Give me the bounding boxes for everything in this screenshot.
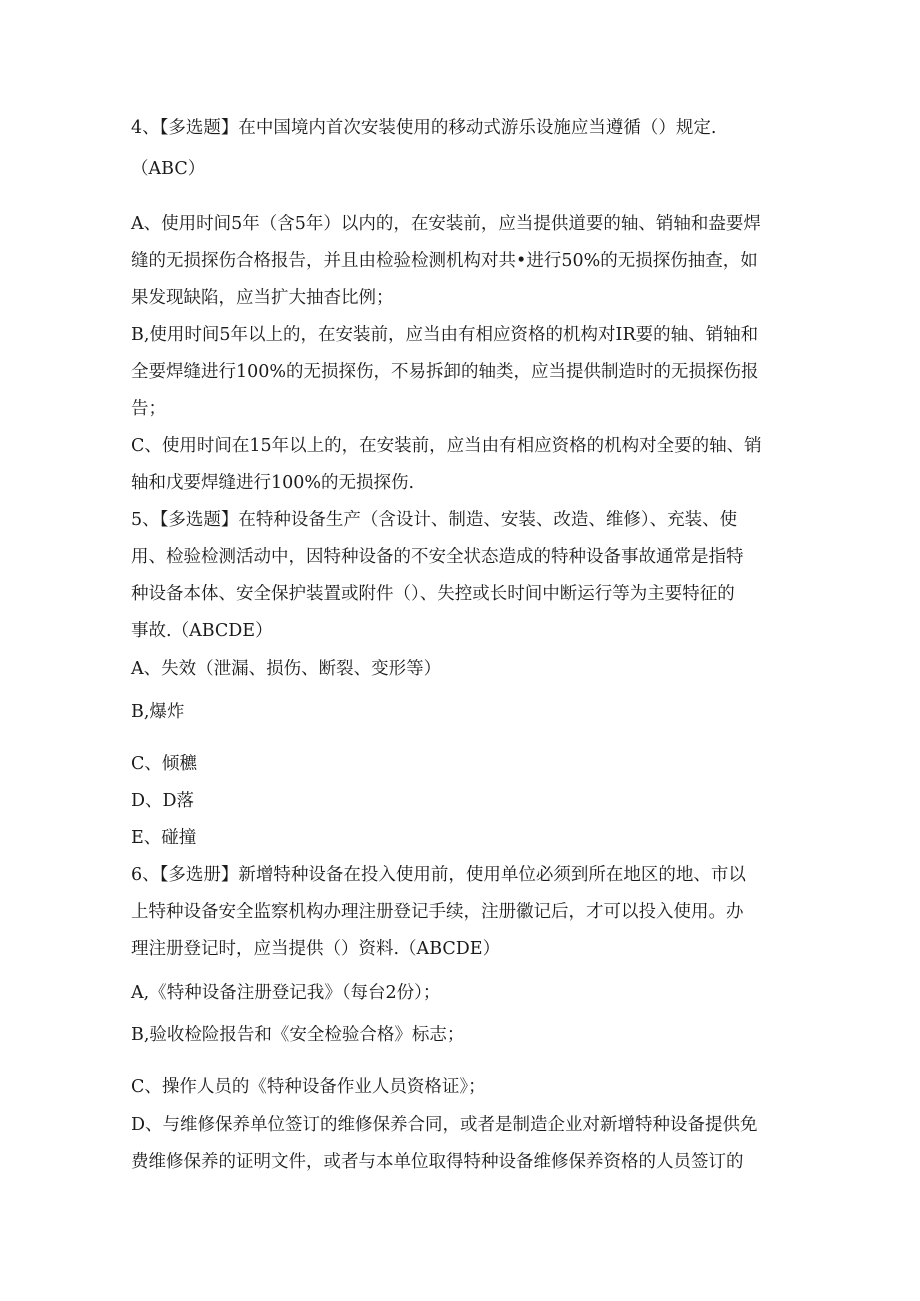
q4-option-a-line-3: 果发现缺陷，应当扩大抽杳比例； [131,288,394,308]
q5-option-e: E、碰撞 [131,828,197,848]
q5-stem-line-3: 种设备本体、安全保护装置或附件（）、失控或长时间中断运行等为主要特征的 [131,584,735,604]
q6-option-b: B,验收检险报告和《安全检验合格》标志； [131,1025,465,1045]
q6-option-a: A,《特种设备注册登记我》（每台2份）； [131,983,441,1003]
q5-option-a: A、失效（泄漏、损伤、断裂、变形等） [131,659,442,679]
q5-option-d: D、D落 [131,791,195,811]
q6-option-d-line-1: D、与维修保养单位签订的维修保养合同，或者是制造企业对新增特种设备提供免 [131,1115,758,1135]
q4-option-a-line-1: A、使用时间5年（含5年）以内的，在安装前，应当提供道要的轴、销轴和盎要焊 [131,214,761,234]
q6-option-c: C、操作人员的《特种设备作业人员资格证》； [131,1077,486,1097]
q6-stem-line-2: 上特种设备安全监察机构办理注册登记手续，注册徽记后，才可以投入使用。办 [131,902,744,922]
q4-option-c-line-2: 轴和戊要焊缝进行100%的无损探伤. [131,473,415,493]
q4-stem-line-1: 4、【多选题】在中国境内首次安装使用的移动式游乐设施应当遵循（）规定. [131,118,717,138]
q5-option-c: C、倾穮 [131,754,197,774]
q4-option-c-line-1: C、使用时间在15年以上的，在安装前，应当由有相应资格的机构对全要的轴、销 [131,436,762,456]
q5-option-b: B,爆炸 [131,702,185,722]
q4-option-b-line-3: 告； [131,399,166,419]
q4-option-a-line-2: 缝的无损探伤合格报告，并且由检验检测机构对共•进行50%的无损探伤抽查，如 [131,251,758,271]
q5-stem-line-2: 用、检验检测活动中，因特种设备的不安全状态造成的特种设备事故通常是指特 [131,547,744,567]
q5-stem-line-4: 事故.（ABCDE） [131,621,273,641]
q4-option-b-line-1: B,使用时间5年以上的，在安装前，应当由有相应资格的机构对ⅠR要的轴、销轴和 [131,325,759,345]
q6-stem-line-1: 6、【多选册】新增特种设备在投入使用前，使用单位必须到所在地区的地、市以 [131,865,746,885]
q6-option-d-line-2: 费维修保养的证明文件，或者与本单位取得特种设备维修保养资格的人员签订的 [131,1152,744,1172]
q4-option-b-line-2: 全要焊缝进行100%的无损探伤，不易拆卸的轴类，应当提供制造时的无损探伤报 [131,362,759,382]
q5-stem-line-1: 5、【多选题】在特种设备生产（含设计、制造、安装、改造、维修）、充装、使 [131,510,738,530]
q6-stem-line-3: 理注册登记时，应当提供（）资料.（ABCDE） [131,939,501,959]
q4-answer: （ABC） [131,159,206,179]
